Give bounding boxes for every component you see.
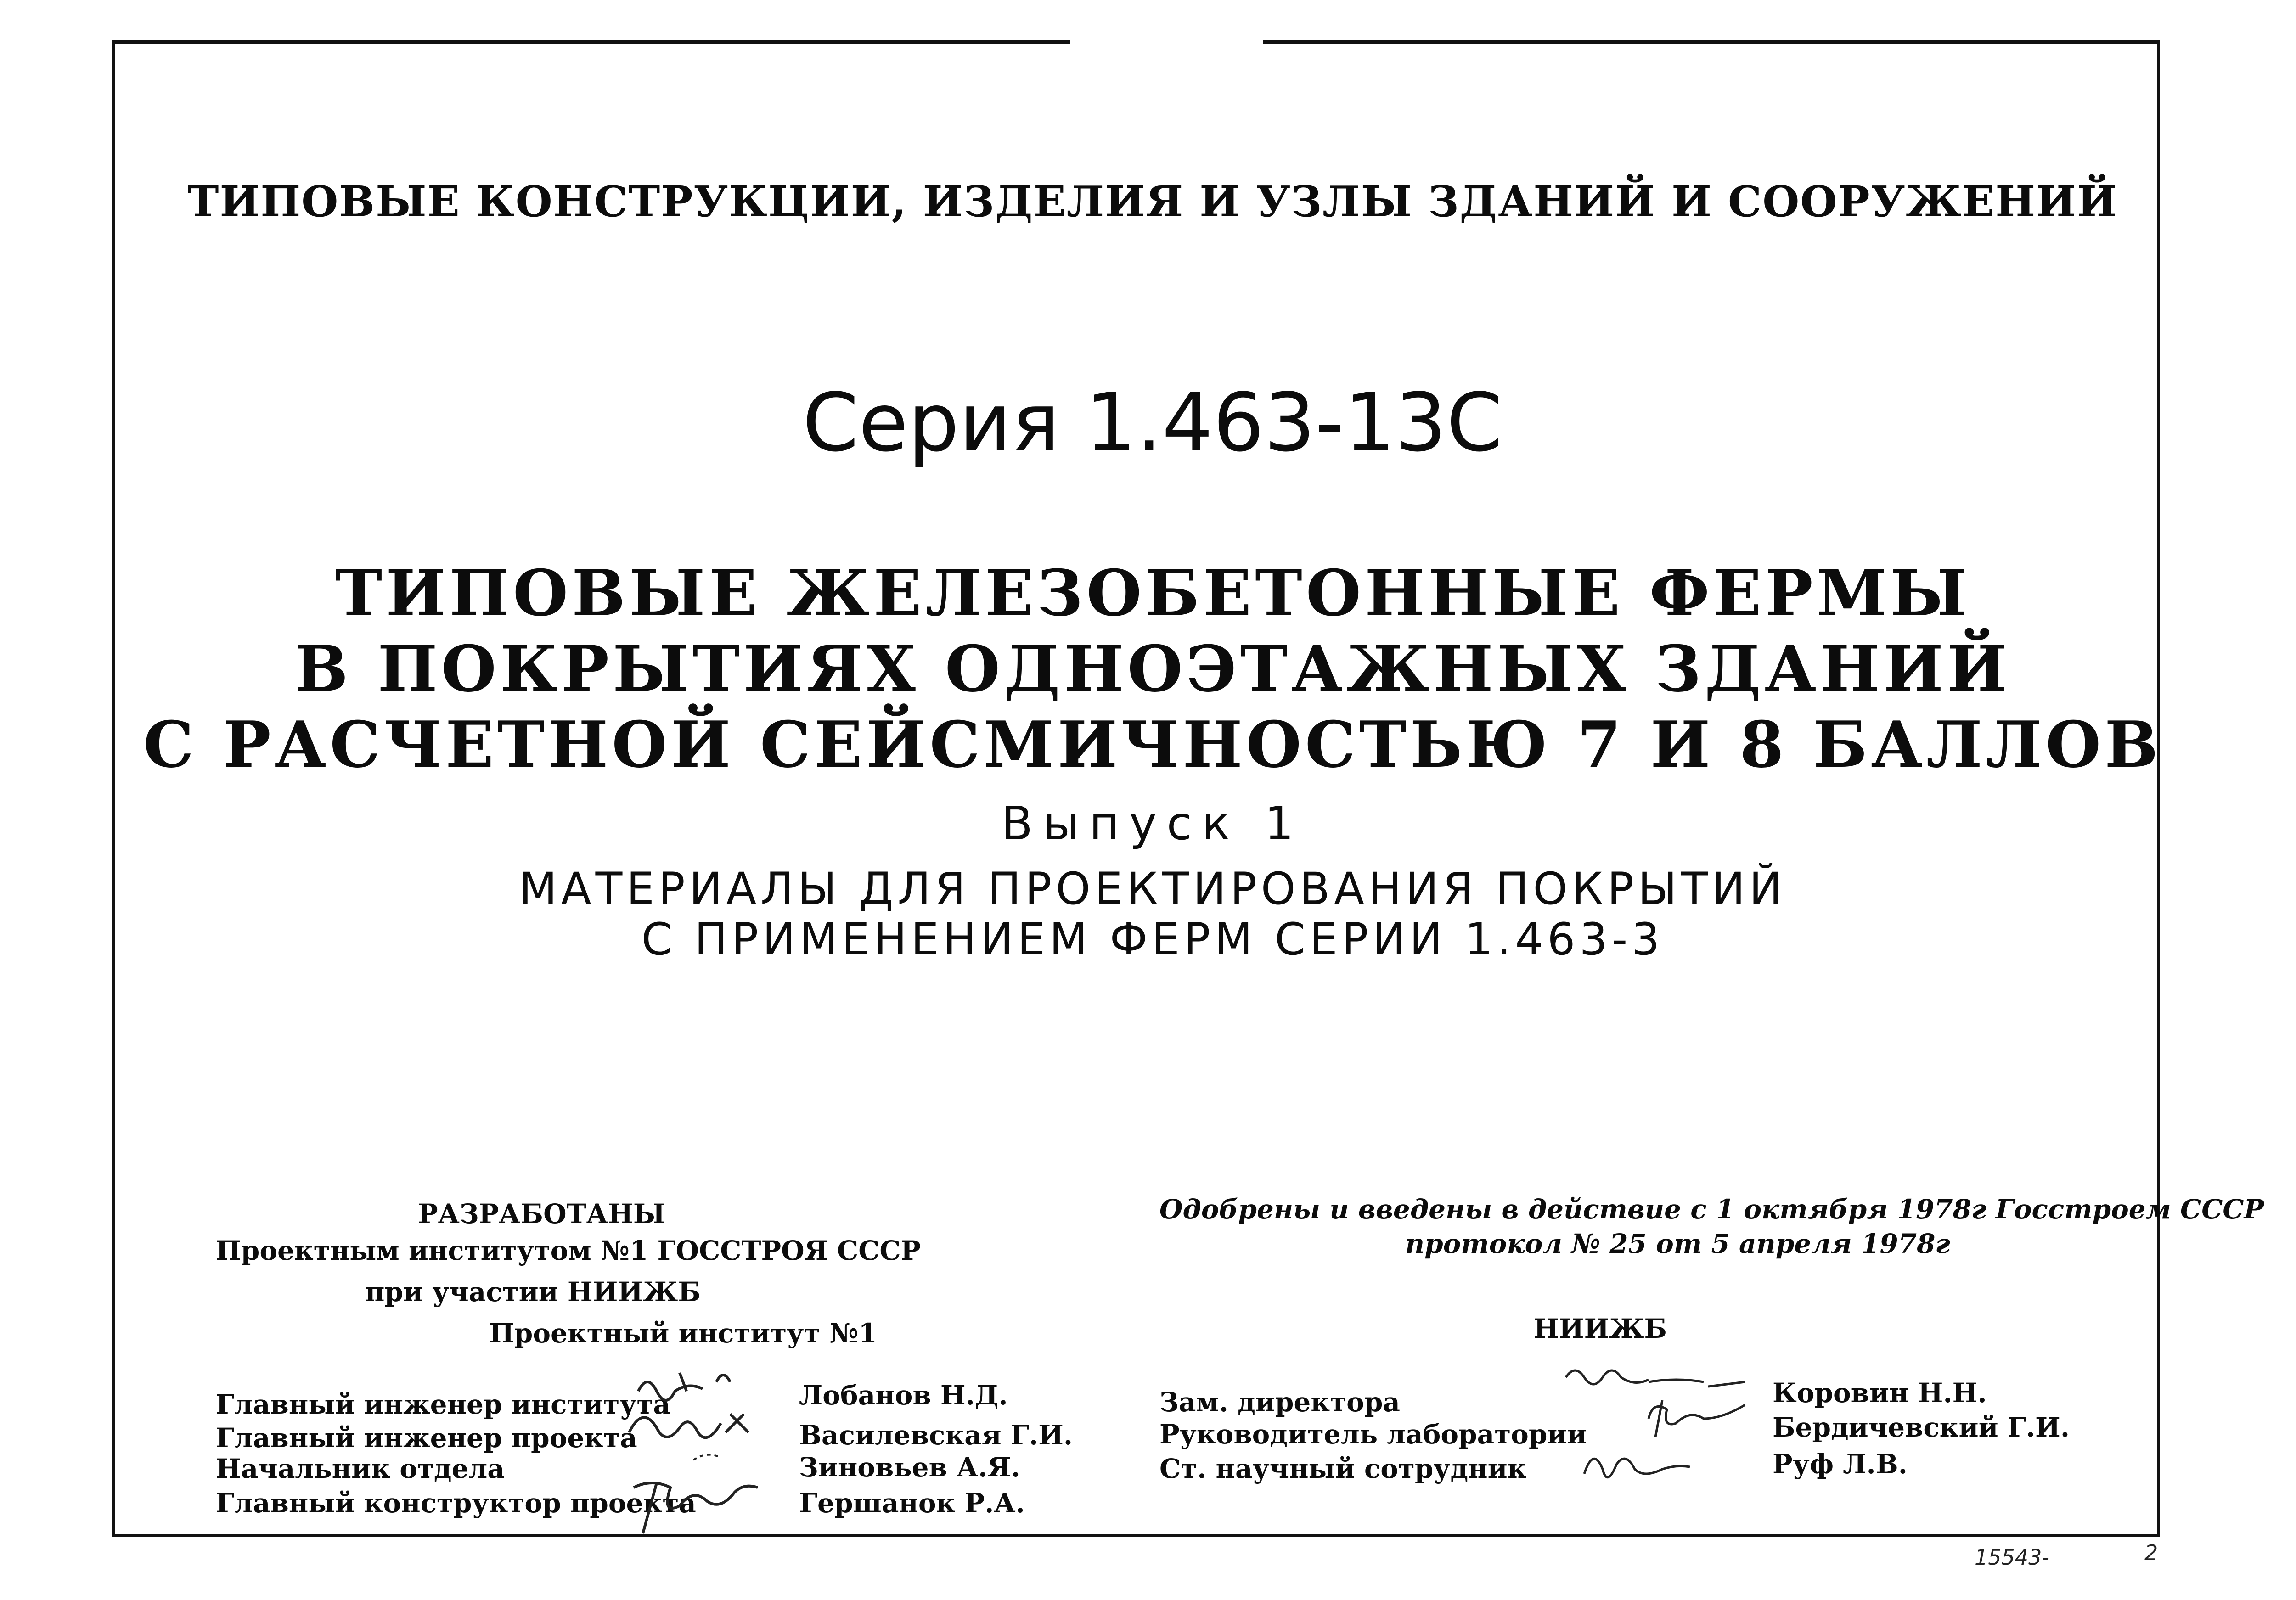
page-number: 2 <box>2144 1540 2158 1565</box>
approved-line-2: протокол № 25 от 5 апреля 1978г <box>1405 1228 1951 1259</box>
developed-heading: РАЗРАБОТАНЫ <box>418 1198 665 1229</box>
left-name-2: Василевская Г.И. <box>799 1420 1073 1451</box>
title-line-1: ТИПОВЫЕ ЖЕЛЕЗОБЕТОННЫЕ ФЕРМЫ <box>335 556 1970 630</box>
header-title: ТИПОВЫЕ КОНСТРУКЦИИ, ИЗДЕЛИЯ И УЗЛЫ ЗДАНИЙ И СООРУЖЕНИЙ <box>187 177 2118 226</box>
series-number: Серия 1.463-13С <box>802 376 1503 470</box>
left-name-1: Лобанов Н.Д. <box>799 1380 1008 1411</box>
niizhb-label: НИИЖБ <box>1534 1313 1667 1344</box>
right-signatures <box>1557 1359 1777 1497</box>
developed-line-2: при участии НИИЖБ <box>365 1276 701 1308</box>
right-role-3: Ст. научный сотрудник <box>1159 1453 1527 1484</box>
issue-label: Выпуск 1 <box>1001 797 1304 850</box>
left-role-2: Главный инженер проекта <box>216 1422 637 1454</box>
left-role-3: Начальник отдела <box>216 1453 505 1484</box>
left-signatures <box>625 1364 817 1547</box>
issue-subtitle-2: С ПРИМЕНЕНИЕМ ФЕРМ СЕРИИ 1.463-3 <box>641 914 1664 965</box>
sheet-number: 15543- <box>1975 1545 2049 1570</box>
right-name-3: Руф Л.В. <box>1773 1448 1908 1480</box>
developed-line-1: Проектным институтом №1 ГОССТРОЯ СССР <box>216 1235 921 1266</box>
approved-line-1: Одобрены и введены в действие с 1 октября 1978г Госстроем СССР <box>1159 1194 2264 1225</box>
right-role-1: Зам. директора <box>1159 1387 1400 1418</box>
issue-subtitle-1: МАТЕРИАЛЫ ДЛЯ ПРОЕКТИРОВАНИЯ ПОКРЫТИЙ <box>519 863 1786 915</box>
left-name-3: Зиновьев А.Я. <box>799 1452 1020 1483</box>
right-name-1: Коровин Н.Н. <box>1773 1377 1987 1409</box>
right-name-2: Бердичевский Г.И. <box>1773 1412 2070 1443</box>
frame-top-gap <box>1070 37 1263 48</box>
left-name-4: Гершанок Р.А. <box>799 1488 1025 1519</box>
right-role-2: Руководитель лаборатории <box>1159 1419 1587 1450</box>
developed-line-3: Проектный институт №1 <box>489 1318 877 1349</box>
title-line-3: С РАСЧЕТНОЙ СЕЙСМИЧНОСТЬЮ 7 И 8 БАЛЛОВ <box>143 707 2162 782</box>
title-line-2: В ПОКРЫТИЯХ ОДНОЭТАЖНЫХ ЗДАНИЙ <box>294 631 2011 706</box>
left-role-4: Главный конструктор проекта <box>216 1488 696 1519</box>
drawing-frame <box>112 40 2160 1537</box>
left-role-1: Главный инженер института <box>216 1389 670 1420</box>
